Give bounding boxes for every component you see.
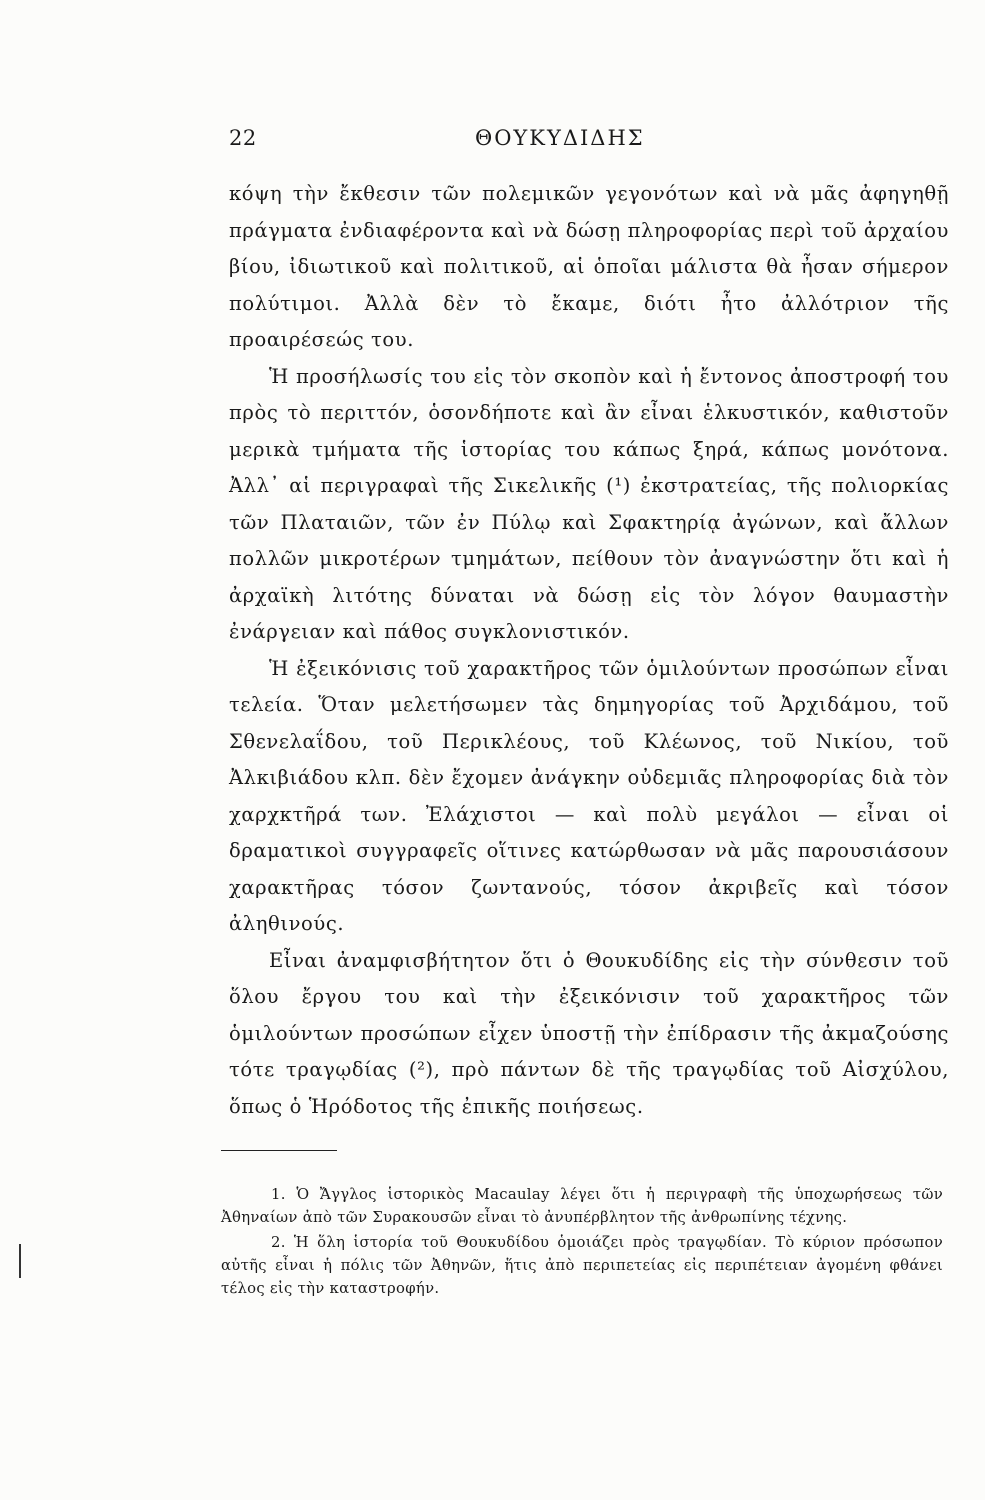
running-title: ΘΟΥΚΥΔΙΔΗΣ: [475, 126, 645, 150]
footnote: 2. Ἡ ὅλη ἱστορία τοῦ Θουκυδίδου ὁμοιάζει πρὸς τραγῳδίαν. Τὸ κύριον πρόσωπον αὐτῆς εἶναι ἡ πόλις τῶν Ἀθηνῶν, ἥτις ἀπὸ περιπετείας εἰς περιπέτειαν ἀγομένη φθάνει τέλος εἰς τὴν καταστροφήν.: [221, 1234, 943, 1297]
paragraph: κόψη τὴν ἔκθεσιν τῶν πολεμικῶν γεγονότων καὶ νὰ μᾶς ἀφηγηθῇ πράγματα ἐνδιαφέροντα καὶ νὰ δώσῃ πληροφορίας περὶ τοῦ ἀρχαίου βίου, ἰδιωτικοῦ καὶ πολιτικοῦ, αἱ ὁποῖαι μάλιστα θὰ ἦσαν σήμερον πολύτιμοι. Ἀλλὰ δὲν τὸ ἔκαμε, διότι ἦτο ἀλλότριον τῆς προαιρέσεώς του.: [229, 182, 949, 351]
paragraph: Εἶναι ἀναμφισβήτητον ὅτι ὁ Θουκυδίδης εἰς τὴν σύνθεσιν τοῦ ὅλου ἔργου του καὶ τὴν ἐξεικόνισιν τοῦ χαρακτῆρος τῶν ὁμιλούντων προσώπων εἶχεν ὑποστῇ τὴν ἐπίδρασιν τῆς ἀκμαζούσης τότε τραγῳδίας (²), πρὸ πάντων δὲ τῆς τραγῳδίας τοῦ Αἰσχύλου, ὅπως ὁ Ἡρόδοτος τῆς ἐπικῆς ποιήσεως.: [229, 948, 949, 1118]
footnote-divider: [221, 1150, 337, 1151]
main-text: [229, 176, 949, 1125]
footnotes: [221, 1183, 943, 1302]
paragraph: Ἡ ἐξεικόνισις τοῦ χαρακτῆρος τῶν ὁμιλούντων προσώπων εἶναι τελεία. Ὅταν μελετήσωμεν τὰς δημηγορίας τοῦ Ἀρχιδάμου, τοῦ Σθενελαΐδου, τοῦ Περικλέους, τοῦ Κλέωνος, τοῦ Νικίου, τοῦ Ἀλκιβιάδου κλπ. δὲν ἔχομεν ἀνάγκην οὐδεμιᾶς πληροφορίας διὰ τὸν χαρχκτῆρά των. Ἐλάχιστοι — καὶ πολὺ μεγάλοι — εἶναι οἱ δραματικοὶ συγγραφεῖς οἵτινες κατώρθωσαν νὰ μᾶς παρουσιάσουν χαρακτῆρας τόσον ζωντανούς, τόσον ἀκριβεῖς καὶ τόσον ἀληθινούς.: [229, 656, 949, 935]
page-number: 22: [229, 126, 257, 150]
footnote: 1. Ὁ Ἄγγλος ἱστορικὸς Macaulay λέγει ὅτι ἡ περιγραφὴ τῆς ὑποχωρήσεως τῶν Ἀθηναίων ἀπὸ τῶν Συρακουσῶν εἶναι τὸ ἀνυπέρβλητον τῆς ἀνθρωπίνης τέχνης.: [221, 1186, 943, 1226]
paragraph: Ἡ προσήλωσίς του εἰς τὸν σκοπὸν καὶ ἡ ἔντονος ἀποστροφή του πρὸς τὸ περιττόν, ὁσονδήποτε καὶ ἂν εἶναι ἑλκυστικόν, καθιστοῦν μερικὰ τμήματα τῆς ἱστορίας του κάπως ξηρά, κάπως μονότονα. Ἀλλ᾽ αἱ περιγραφαὶ τῆς Σικελικῆς (¹) ἐκστρατείας, τῆς πολιορκίας τῶν Πλαταιῶν, τῶν ἐν Πύλῳ καὶ Σφακτηρίᾳ ἀγώνων, καὶ ἄλλων πολλῶν μικροτέρων τμημάτων, πείθουν τὸν ἀναγνώστην ὅτι καὶ ἡ ἀρχαϊκὴ λιτότης δύναται νὰ δώσῃ εἰς τὸν λόγον θαυμαστὴν ἐνάργειαν καὶ πάθος συγκλονιστικόν.: [229, 364, 949, 643]
scan-edge-mark: [19, 1244, 21, 1278]
